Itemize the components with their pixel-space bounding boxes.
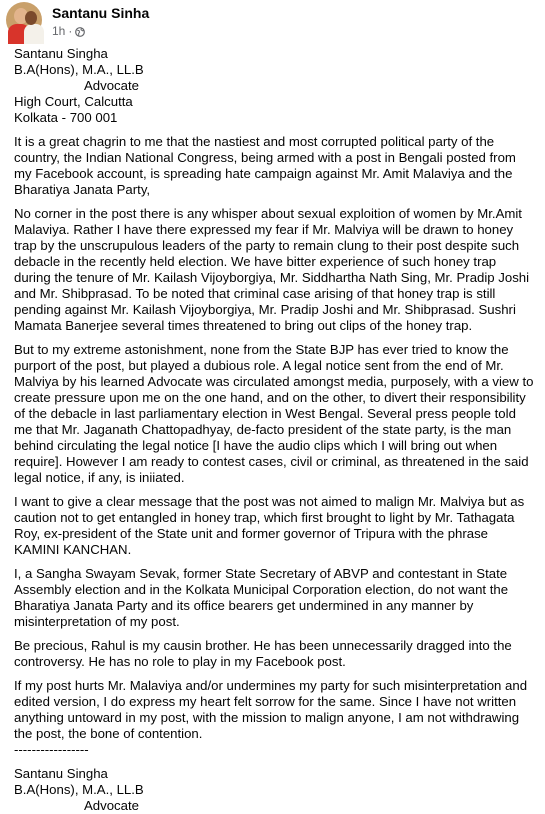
post-header <box>0 0 545 40</box>
post-paragraph: It is a great chagrin to me that the nastiest and most corrupted political party of the country, the Indian National Congress, being armed with a post in Bengali posted from my Facebook account, is spreading hate campaign against Mr. Amit Malaviya and the Bharatiya Janata Party, <box>14 134 516 197</box>
meta-separator: · <box>68 24 73 38</box>
post-body <box>14 46 536 814</box>
signature-degree: B.A(Hons), M.A., LL.B <box>14 782 144 797</box>
post-paragraph: If my post hurts Mr. Malaviya and/or undermines my party for such misinterpretation and edited version, I do express my heart felt sorrow for the same. Since I have not written anything untoward in my post, with the mission to malign anyone, I am not withdrawing the post, the bone of contention. <box>14 678 528 741</box>
author-name[interactable]: Santanu Sinha <box>52 5 150 21</box>
signature-bottom <box>14 766 536 814</box>
signature-court: High Court, Calcutta <box>14 94 133 109</box>
signature-degree: B.A(Hons), M.A., LL.B <box>14 62 144 77</box>
post-meta <box>52 24 85 38</box>
globe-icon[interactable] <box>75 26 85 36</box>
post-paragraph: I, a Sangha Swayam Sevak, former State Secretary of ABVP and contestant in State Assembly election and in the Kolkata Municipal Corporation election, do not want the Bharatiya Janata Party and its office bearers get undermined in any manner by misinterpretation of my post. <box>14 566 509 629</box>
signature-title: Advocate <box>84 798 139 813</box>
post-paragraph: I want to give a clear message that the post was not aimed to malign Mr. Malviya but as caution not to get entangled in honey trap, which first brought to light by Mr. Tathagata Roy, ex-president of the State unit and former governor of Tripura with the phrase KAMINI KANCHAN. <box>14 494 525 557</box>
signature-name: Santanu Singha <box>14 46 108 61</box>
signature-city: Kolkata - 700 001 <box>14 110 118 125</box>
post-paragraph: No corner in the post there is any whisper about sexual exploition of women by Mr.Amit Malaviya. Rather I have there expressed my fear if Mr. Malviya will be drawn to honey trap by the unscrupulous leaders of the party to remain clung to their post despite such debacle in the recently held election. We have bitter experience of such honey trap during the tenure of Mr. Kailash Vijoyborgiya, Mr. Siddhartha Nath Sing, Mr. Pradip Joshi and Mr. Shibprasad. To be noted that criminal case arising of that honey trap is still pending against Mr. Kailash Vijoyborgiya, Mr. Pradip Joshi and Mr. Shibprasad. Sushri Mamata Banerjee several times threatened to bring out clips of the honey trap. <box>14 206 530 333</box>
signature-title: Advocate <box>84 78 139 93</box>
post-timestamp[interactable]: 1h <box>52 24 66 38</box>
post-paragraph: Be precious, Rahul is my causin brother. He has been unnecessarily dragged into the controversy. He has no role to play in my Facebook post. <box>14 638 512 669</box>
signature-name: Santanu Singha <box>14 766 108 781</box>
signature-top <box>14 46 536 126</box>
avatar[interactable] <box>6 2 42 38</box>
post-paragraph: But to my extreme astonishment, none from the State BJP has ever tried to know the purport of the post, but played a dubious role. A legal notice sent from the end of Mr. Malviya by his learned Advocate was circulated amongst media, purposely, with a view to create pressure upon me on the one hand, and on the other, to divert their responsibility of the debacle in last parliamentary election in West Bengal. Several press people told me that Mr. Jaganath Chattopadhyay, de-facto president of the state party, is the man behind circulating the legal notice [I have the audio clips which I will bring out when require]. However I am ready to contest cases, civil or criminal, as threatened in the said legal notice, if any, is iniiated. <box>14 342 534 485</box>
divider-text: ----------------- <box>14 742 89 757</box>
